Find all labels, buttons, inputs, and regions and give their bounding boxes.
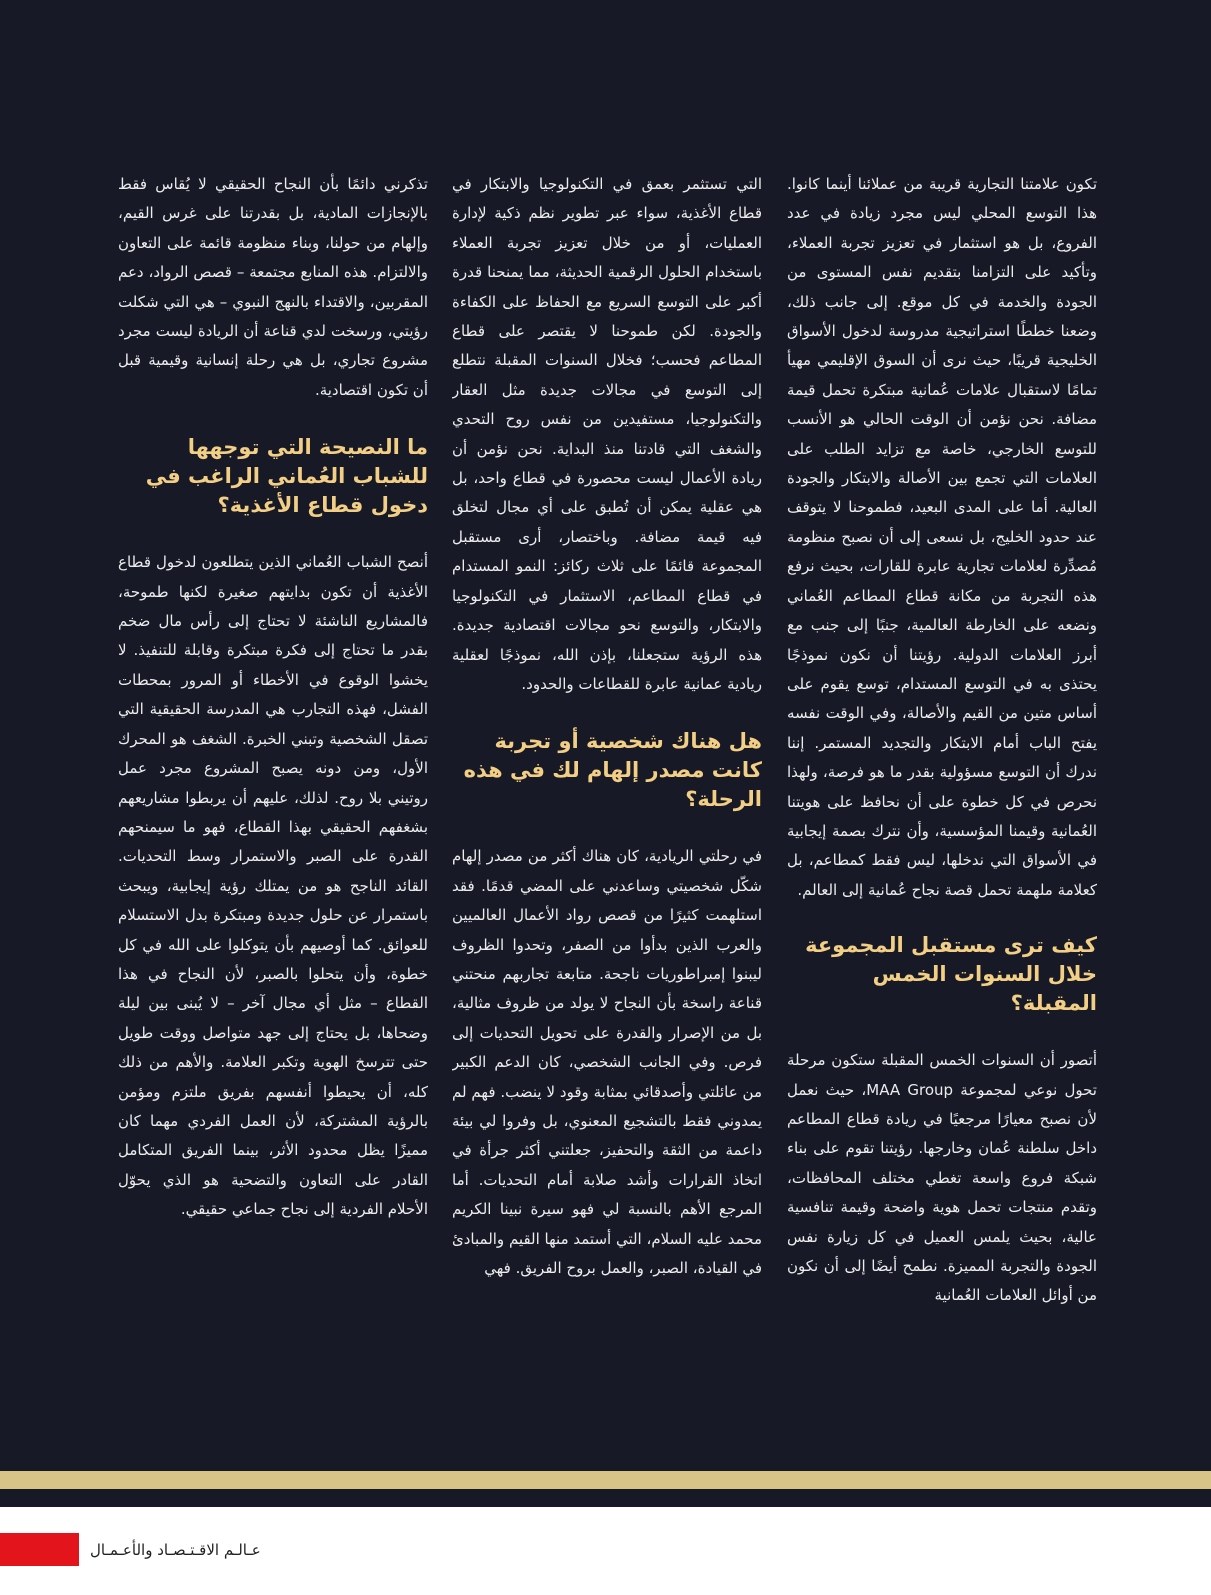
section-heading: كيف ترى مستقبل المجموعة خلال السنوات الخمس المقبلة؟ <box>805 933 1097 1016</box>
page-footer <box>0 1507 1211 1595</box>
section-heading: هل هناك شخصية أو تجربة كانت مصدر إلهام لك في هذه الرحلة؟ <box>463 729 762 812</box>
paragraph: أتصور أن السنوات الخمس المقبلة ستكون مرحلة تحول نوعي لمجموعة MAA Group، حيث نعمل لأن نصبح معيارًا مرجعيًا في ريادة قطاع المطاعم داخل سلطنة عُمان وخارجها. رؤيتنا تقوم على بناء شبكة فروع واسعة تغطي مختلف المحافظات، وتقدم منتجات تحمل هوية واضحة وقيمة تنافسية عالية، بحيث يلمس العميل في كل زيارة نفس الجودة والتجربة المميزة. نطمح أيضًا إلى أن نكون من أوائل العلامات العُمانية <box>787 1051 1097 1305</box>
magazine-brand: عـالـم الاقـتـصـاد والأعـمـال <box>90 1541 261 1559</box>
section-heading: ما النصيحة التي توجهها للشباب العُماني الراغب في دخول قطاع الأغذية؟ <box>145 435 428 518</box>
paragraph: التي تستثمر بعمق في التكنولوجيا والابتكار في قطاع الأغذية، سواء عبر تطوير نظم ذكية لإدارة العمليات، أو من خلال تعزيز تجربة العملاء باستخدام الحلول الرقمية الحديثة، مما يمنحنا قدرة أكبر على التوسع السريع مع الحفاظ على الكفاءة والجودة. لكن طموحنا لا يقتصر على قطاع المطاعم فحسب؛ فخلال السنوات المقبلة نتطلع إلى التوسع في مجالات جديدة مثل العقار والتكنولوجيا، مستفيدين من نفس روح التحدي والشغف التي قادتنا منذ البداية. نحن نؤمن أن ريادة الأعمال ليست محصورة في قطاع واحد، بل هي عقلية يمكن أن تُطبق على أي مجال لتخلق فيه قيمة مضافة. وباختصار، أرى مستقبل المجموعة قائمًا على ثلاث ركائز: النمو المستدام في قطاع المطاعم، الاستثمار في التكنولوجيا والابتكار، والتوسع نحو مجالات اقتصادية جديدة. هذه الرؤية ستجعلنا، بإذن الله، نموذجًا لعقلية ريادية عمانية عابرة للقطاعات والحدود. <box>452 175 762 693</box>
column-middle <box>452 170 762 1283</box>
gold-divider-band <box>0 1471 1211 1489</box>
paragraph: تكون علامتنا التجارية قريبة من عملائنا أينما كانوا. هذا التوسع المحلي ليس مجرد زيادة في عدد الفروع، بل هو استثمار في تعزيز تجربة العملاء، وتأكيد على التزامنا بتقديم نفس المستوى من الجودة والخدمة في كل موقع. إلى جانب ذلك، وضعنا خططًا استراتيجية مدروسة لدخول الأسواق الخليجية قريبًا، حيث نرى أن السوق الإقليمي مهيأ تمامًا لاستقبال علامات عُمانية مبتكرة تحمل قيمة مضافة. نحن نؤمن أن الوقت الحالي هو الأنسب للتوسع الخارجي، خاصة مع تزايد الطلب على العلامات التي تجمع بين الأصالة والابتكار والجودة العالية. أما على المدى البعيد، فطموحنا لا يتوقف عند حدود الخليج، بل نسعى إلى أن نصبح منظومة مُصدِّرة لعلامات تجارية عابرة للقارات، بحيث نرفع هذه التجربة من مكانة قطاع المطاعم العُماني ونضعه على الخارطة العالمية، جنبًا إلى جنب مع أبرز العلامات الدولية. رؤيتنا أن نكون نموذجًا يحتذى به في التوسع المستدام، توسع يقوم على أساس متين من القيم والأصالة، وفي الوقت نفسه يفتح الباب أمام الابتكار والتجديد المستمر. إننا ندرك أن التوسع مسؤولية بقدر ما هو فرصة، ولهذا نحرص في كل خطوة على أن نحافظ على هويتنا العُمانية وقيمنا المؤسسية، وأن نترك بصمة إيجابية في الأسواق التي ندخلها، ليس فقط كمطاعم، بل كعلامة ملهمة تحمل قصة نجاح عُمانية إلى العالم. <box>787 175 1097 899</box>
column-left <box>118 170 428 1225</box>
red-page-marker <box>0 1533 79 1566</box>
paragraph: أنصح الشباب العُماني الذين يتطلعون لدخول قطاع الأغذية أن تكون بدايتهم صغيرة لكنها طموحة، فالمشاريع الناشئة لا تحتاج إلى رأس مال ضخم بقدر ما تحتاج إلى فكرة مبتكرة وقابلة للتنفيذ. لا يخشوا الوقوع في الأخطاء أو المرور بمحطات الفشل، فهذه التجارب هي المدرسة الحقيقية التي تصقل الشخصية وتبني الخبرة. الشغف هو المحرك الأول، ومن دونه يصبح المشروع مجرد عمل روتيني بلا روح. لذلك، عليهم أن يربطوا مشاريعهم بشغفهم الحقيقي بهذا القطاع، فهو ما سيمنحهم القدرة على الصبر والاستمرار وسط التحديات. القائد الناجح هو من يمتلك رؤية إيجابية، ويبحث باستمرار عن حلول جديدة ومبتكرة بدل الاستسلام للعوائق. كما أوصيهم بأن يتوكلوا على الله في كل خطوة، وأن يتحلوا بالصبر، لأن النجاح في هذا القطاع – مثل أي مجال آخر – لا يُبنى بين ليلة وضحاها، بل يحتاج إلى جهد متواصل ووقت طويل حتى تترسخ الهوية وتكبر العلامة. والأهم من ذلك كله، أن يحيطوا أنفسهم بفريق ملتزم ومؤمن بالرؤية المشتركة، لأن العمل الفردي مهما كان مميزًا يظل محدود الأثر، بينما الفريق المتكامل القادر على التعاون والتضحية هو الذي يحوّل الأحلام الفردية إلى نجاح جماعي حقيقي. <box>118 553 428 1219</box>
paragraph: تذكرني دائمًا بأن النجاح الحقيقي لا يُقاس فقط بالإنجازات المادية، بل بقدرتنا على غرس القيم، وإلهام من حولنا، وبناء منظومة قائمة على التعاون والالتزام. هذه المنابع مجتمعة – قصص الرواد، دعم المقربين، والاقتداء بالنهج النبوي – هي التي شكلت رؤيتي، ورسخت لدي قناعة أن الريادة ليست مجرد مشروع تجاري، بل هي رحلة إنسانية وقيمية قبل أن تكون اقتصادية. <box>118 175 428 399</box>
column-right <box>787 170 1097 1311</box>
paragraph: في رحلتي الريادية، كان هناك أكثر من مصدر إلهام شكّل شخصيتي وساعدني على المضي قدمًا. فقد استلهمت كثيرًا من قصص رواد الأعمال العالميين والعرب الذين بدأوا من الصفر، وتحدوا الظروف ليبنوا إمبراطوريات ناجحة. متابعة تجاربهم منحتني قناعة راسخة بأن النجاح لا يولد من ظروف مثالية، بل من الإصرار والقدرة على تحويل التحديات إلى فرص. وفي الجانب الشخصي، كان الدعم الكبير من عائلتي وأصدقائي بمثابة وقود لا ينضب. فهم لم يمدوني فقط بالتشجيع المعنوي، بل وفروا لي بيئة داعمة من الثقة والتحفيز، جعلتني أكثر جرأة في اتخاذ القرارات وأشد صلابة أمام التحديات. أما المرجع الأهم بالنسبة لي فهو سيرة نبينا الكريم محمد عليه السلام، التي أستمد منها القيم والمبادئ في القيادة، الصبر، والعمل بروح الفريق. فهي <box>452 847 762 1277</box>
